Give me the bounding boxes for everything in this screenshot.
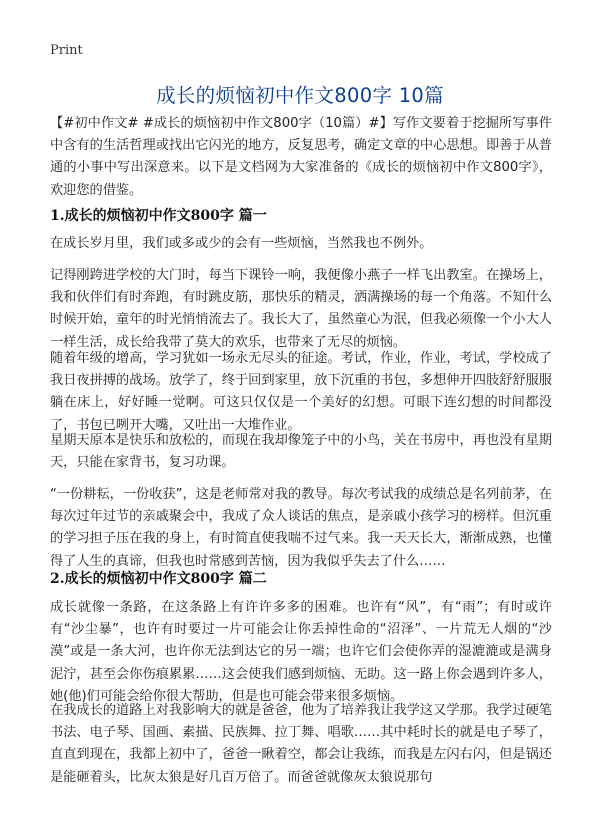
section-1-heading: 1.成长的烦恼初中作文800字 篇一 bbox=[50, 208, 267, 224]
section-1-paragraph-1: 在成长岁月里，我们或多或少的会有一些烦恼，当然我也不例外。 bbox=[50, 236, 433, 251]
section-1-paragraph-3: 随着年级的增高，学习犹如一场永无尽头的征途。考试，作业，作业，考试，学校成了我日夜拼搏的战场。放学了，终于回到家里，放下沉重的书包，多想伸开四肢舒舒服服躺在床上，好好睡一觉啊。可这只仅仅是一个美好的幻想。可眼下连幻想的时间都没了，书包已咧开大嘴，又吐出一大堆作业。 bbox=[50, 351, 552, 433]
section-2-heading: 2.成长的烦恼初中作文800字 篇二 bbox=[50, 571, 267, 587]
page-title: 成长的烦恼初中作文800字 10篇 bbox=[156, 84, 444, 107]
section-1-paragraph-4: 星期天原本是快乐和放松的，而现在我却像笼子中的小鸟，关在书房中，再也没有星期天，只能在家背书，复习功课。 bbox=[50, 433, 552, 471]
section-2-paragraph-1: 成长就像一条路，在这条路上有许许多多的困难。也许有“风”，有“雨”；有时或许有“沙尘暴”，也许有时要过一片可能会让你丢掉性命的“沼泽”、一片荒无人烟的“沙漠”或是一条大河，也许你无法到达它的另一端；也许它们会使你弄的湿漉漉或是满身泥泞，甚至会你伤痕累累……这会使我们感到烦恼、无助。这一路上你会遇到许多人，她(他)们可能会给你很大帮助，但是也可能会带来很多烦恼。 bbox=[50, 600, 552, 704]
section-1-paragraph-5: “一份耕耘，一份收获”，这是老师常对我的教导。每次考试我的成绩总是名列前茅，在每次过年过节的亲戚聚会中，我成了众人谈话的焦点，是亲戚小孩学习的榜样。但沉重的学习担子压在我的身上，有时简直使我喘不过气来。我一天天长大，渐渐成熟，也懂得了人生的真谛，但我也时常感到苦恼，因为我似乎失去了什么…… bbox=[50, 487, 552, 569]
section-2-paragraph-2: 在我成长的道路上对我影响大的就是爸爸，他为了培养我让我学这又学那。我学过硬笔书法、电子琴、国画、素描、民族舞、拉丁舞、唱歌……其中耗时长的就是电子琴了，直直到现在，我都上初中了，爸爸一瞅着空，都会让我练，而我是左闪右闪，但是锅还是能砸着头，比灰太狼是好几百万倍了。而爸爸就像灰太狼说那句 bbox=[50, 703, 552, 785]
intro-paragraph: 【#初中作文# #成长的烦恼初中作文800字（10篇）#】写作文要着于挖掘所写事件中含有的生活哲理或找出它闪光的地方，反复思考，确定文章的中心思想。即善于从普通的小事中写出深意来。以下是文档网为大家准备的《成长的烦恼初中作文800字》，欢迎您的借鉴。 bbox=[50, 116, 552, 198]
section-1-paragraph-2: 记得刚跨进学校的大门时，每当下课铃一响，我便像小燕子一样飞出教室。在操场上，我和伙伴们有时奔跑，有时跳皮筋，那快乐的精灵，洒满操场的每一个角落。不知什么时候开始，童年的时光悄悄流去了。我长大了，虽然童心为泯，但我必须像一个小大人一样生活，成长给我带了莫大的欢乐，也带来了无尽的烦恼。 bbox=[50, 268, 552, 350]
print-link[interactable]: Print bbox=[50, 43, 83, 58]
